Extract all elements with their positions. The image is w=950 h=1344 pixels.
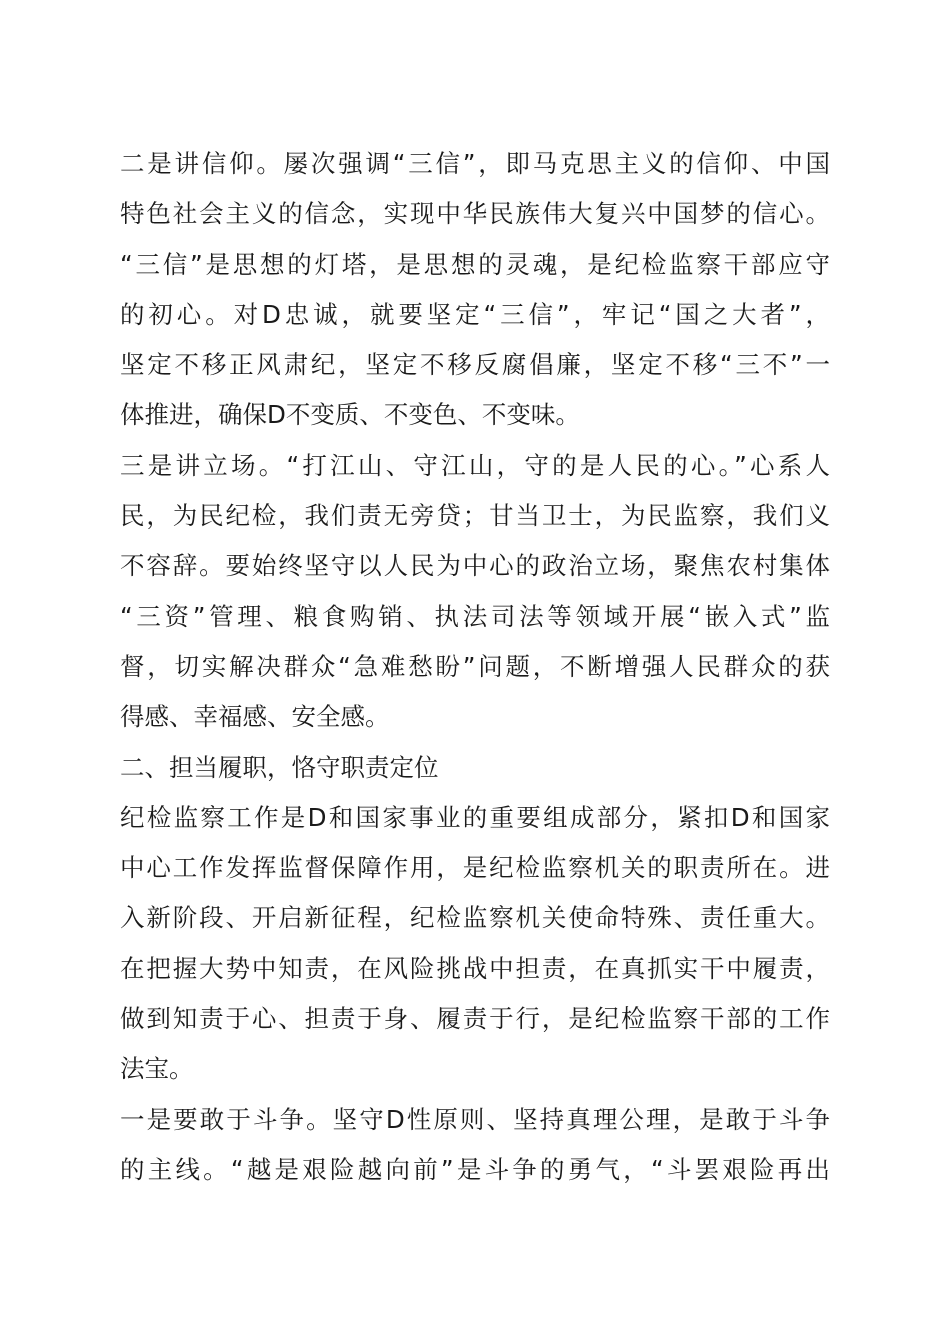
text-line-7: 三是讲立场。“打江山、守江山，守的是人民的心。”心系人: [120, 450, 830, 480]
text-line-18: 做到知责于心、担责于身、履责于行，是纪检监察干部的工作: [120, 1004, 830, 1034]
text-line-6: 体推进，确保D不变质、不变色、不变味。: [120, 400, 580, 430]
text-line-20: 一是要敢于斗争。坚守D性原则、坚持真理公理，是敢于斗争: [120, 1104, 830, 1134]
text-line-9: 不容辞。要始终坚守以人民为中心的政治立场，聚焦农村集体: [120, 551, 830, 581]
text-line-17: 在把握大势中知责，在风险挑战中担责，在真抓实干中履责，: [120, 953, 830, 983]
text-line-11: 督，切实解决群众“急难愁盼”问题，不断增强人民群众的获: [120, 651, 830, 681]
text-line-15: 中心工作发挥监督保障作用，是纪检监察机关的职责所在。进: [120, 853, 830, 883]
text-line-4: 的初心。对D忠诚，就要坚定“三信”，牢记“国之大者”，: [120, 299, 830, 329]
text-line-8: 民，为民纪检，我们责无旁贷；甘当卫士，为民监察，我们义: [120, 501, 830, 531]
text-line-14: 纪检监察工作是D和国家事业的重要组成部分，紧扣D和国家: [120, 802, 830, 832]
text-line-12: 得感、幸福感、安全感。: [120, 702, 390, 732]
text-line-2: 特色社会主义的信念，实现中华民族伟大复兴中国梦的信心。: [120, 199, 830, 229]
document-body: [120, 139, 830, 1195]
text-line-3: “三信”是思想的灯塔，是思想的灵魂，是纪检监察干部应守: [120, 249, 830, 279]
section-heading: 二、担当履职，恪守职责定位: [120, 752, 439, 782]
text-line-16: 入新阶段、开启新征程，纪检监察机关使命特殊、责任重大。: [120, 903, 830, 933]
text-line-1: 二是讲信仰。屡次强调“三信”，即马克思主义的信仰、中国: [120, 149, 830, 178]
text-line-19: 法宝。: [120, 1054, 194, 1084]
text-line-10: “三资”管理、粮食购销、执法司法等领域开展“嵌入式”监: [120, 601, 830, 631]
text-line-21: 的主线。“越是艰险越向前”是斗争的勇气，“斗罢艰险再出: [120, 1154, 830, 1184]
text-line-5: 坚定不移正风肃纪，坚定不移反腐倡廉，坚定不移“三不”一: [120, 350, 830, 380]
